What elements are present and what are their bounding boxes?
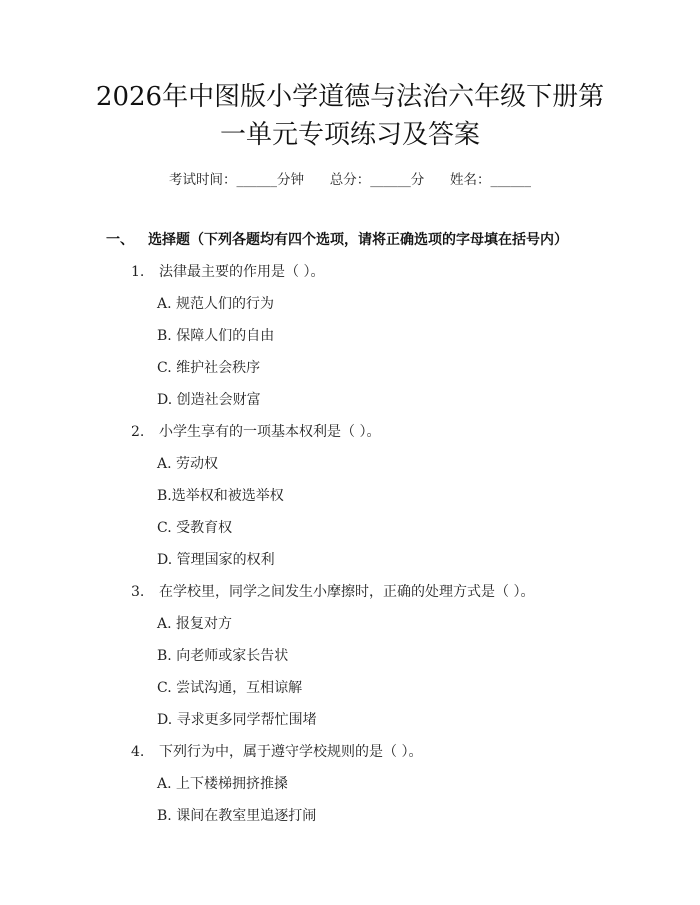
option-2a: A. 劳动权 xyxy=(157,456,219,472)
question-3 xyxy=(131,581,534,601)
option-1b: B. 保障人们的自由 xyxy=(157,328,275,344)
question-number: 2. xyxy=(131,424,145,440)
title-line-2: 一单元专项练习及答案 xyxy=(219,120,480,150)
option-3a: A. 报复对方 xyxy=(157,616,233,632)
question-number: 3. xyxy=(131,584,145,600)
question-4 xyxy=(131,741,422,761)
total-score-label: 总分：______分 xyxy=(329,172,425,188)
question-text: 在学校里，同学之间发生小摩擦时，正确的处理方式是（ ）。 xyxy=(159,584,535,600)
document-title xyxy=(50,78,650,154)
title-line-1: 2026年中图版小学道德与法治六年级下册第 xyxy=(95,82,605,112)
section-number: 一、 xyxy=(106,232,134,248)
question-text: 小学生享有的一项基本权利是（ ）。 xyxy=(159,424,381,440)
option-2b: B.选举权和被选举权 xyxy=(157,488,284,504)
option-1d: D. 创造社会财富 xyxy=(157,392,261,408)
question-text: 下列行为中，属于遵守学校规则的是（ ）。 xyxy=(159,744,423,760)
question-number: 1. xyxy=(131,264,145,280)
exam-time-label: 考试时间：______分钟 xyxy=(169,172,304,188)
option-4b: B. 课间在教室里追逐打闹 xyxy=(157,808,317,824)
option-3d: D. 寻求更多同学帮忙围堵 xyxy=(157,712,317,728)
option-4a: A. 上下楼梯拥挤推搡 xyxy=(157,776,289,792)
question-number: 4. xyxy=(131,744,145,760)
section-heading xyxy=(106,229,568,249)
option-1a: A. 规范人们的行为 xyxy=(157,296,275,312)
section-title: 选择题（下列各题均有四个选项，请将正确选项的字母填在括号内） xyxy=(148,232,568,248)
exam-meta xyxy=(0,168,700,188)
option-2c: C. 受教育权 xyxy=(157,520,233,536)
option-3c: C. 尝试沟通，互相谅解 xyxy=(157,680,303,696)
option-3b: B. 向老师或家长告状 xyxy=(157,648,289,664)
question-2 xyxy=(131,421,380,441)
name-label: 姓名：______ xyxy=(450,172,531,188)
question-text: 法律最主要的作用是（ ）。 xyxy=(159,264,325,280)
question-1 xyxy=(131,261,324,281)
option-2d: D. 管理国家的权利 xyxy=(157,552,275,568)
option-1c: C. 维护社会秩序 xyxy=(157,360,261,376)
